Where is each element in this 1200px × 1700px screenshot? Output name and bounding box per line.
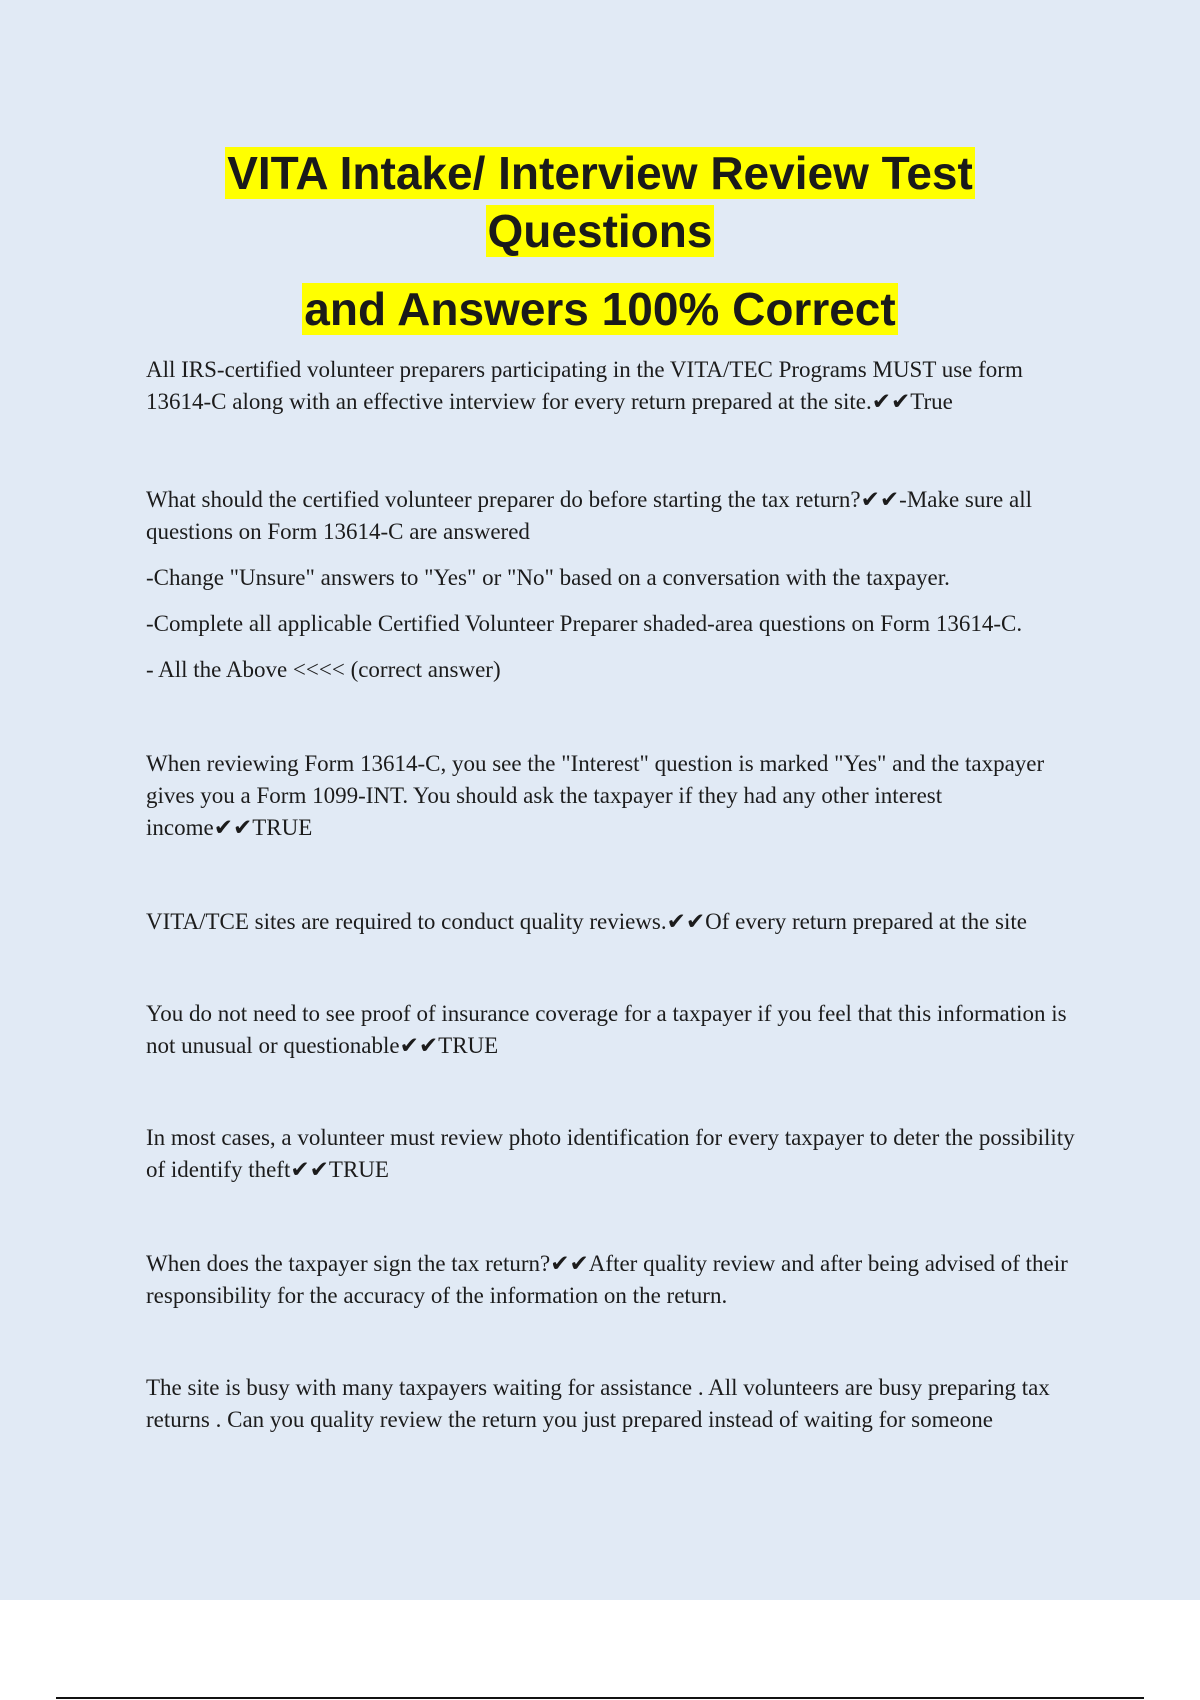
title-line-1: VITA Intake/ Interview Review Test bbox=[227, 147, 973, 199]
document-title bbox=[0, 144, 1200, 338]
qa-item-2-option-3: - All the Above <<<< (correct answer) bbox=[146, 657, 501, 682]
qa-item-1: All IRS-certified volunteer preparers participating in the VITA/TEC Programs MUST use form 13614-C along with an effective interview for every return prepared at the site.✔✔True bbox=[146, 357, 1023, 414]
qa-item-6: In most cases, a volunteer must review photo identification for every taxpayer to deter the possibility of identify theft✔✔TRUE bbox=[146, 1125, 1075, 1182]
qa-item-3: When reviewing Form 13614-C, you see the "Interest" question is marked "Yes" and the taxpayer gives you a Form 1099-INT. You should ask the taxpayer if they had any other interest income✔✔TRUE bbox=[146, 751, 1045, 840]
qa-item-2-option-2: -Complete all applicable Certified Volunteer Preparer shaded-area questions on Form 13614-C. bbox=[146, 611, 1023, 636]
qa-item-5: You do not need to see proof of insurance coverage for a taxpayer if you feel that this information is not unusual or questionable✔✔TRUE bbox=[146, 1001, 1067, 1058]
qa-item-2-intro: What should the certified volunteer preparer do before starting the tax return?✔✔-Make sure all questions on Form 13614-C are answered bbox=[146, 487, 1032, 544]
footer-divider bbox=[56, 1697, 1144, 1699]
qa-item-8: The site is busy with many taxpayers waiting for assistance . All volunteers are busy preparing tax returns . Can you quality review the return you just prepared instead of waiting for someone bbox=[146, 1375, 1050, 1432]
qa-content bbox=[146, 354, 1076, 1436]
qa-item-2-option-1: -Change "Unsure" answers to "Yes" or "No" based on a conversation with the taxpayer. bbox=[146, 565, 950, 590]
title-line-3: and Answers 100% Correct bbox=[304, 283, 896, 335]
title-line-2: Questions bbox=[487, 205, 713, 257]
qa-item-4: VITA/TCE sites are required to conduct quality reviews.✔✔Of every return prepared at the site bbox=[146, 909, 1027, 934]
qa-item-7: When does the taxpayer sign the tax return?✔✔After quality review and after being advised of their responsibility for the accuracy of the information on the return. bbox=[146, 1251, 1068, 1308]
